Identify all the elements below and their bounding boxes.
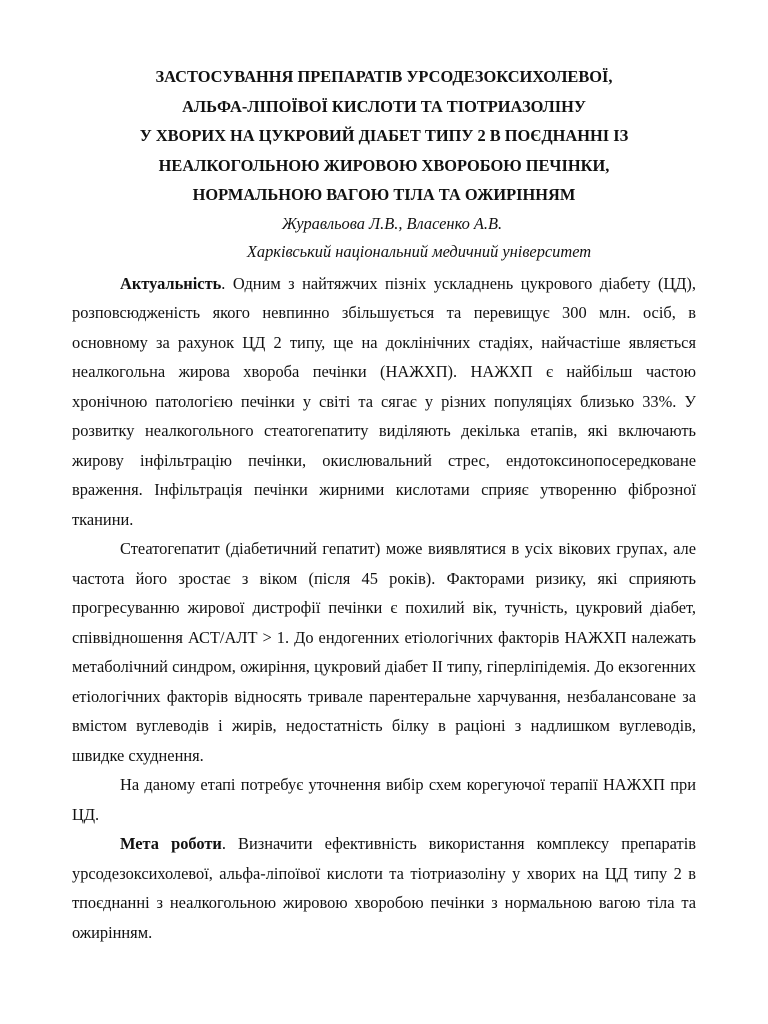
title-line: НЕАЛКОГОЛЬНОЮ ЖИРОВОЮ ХВОРОБОЮ ПЕЧІНКИ,: [158, 155, 610, 175]
paragraph-steatohepatitis: Стеатогепатит (діабетичний гепатит) може виявлятися в усіх вікових групах, але частота його зростає з віком (після 45 років). Факторами ризику, які сприяють прогресуванню жирової дистрофії печінки є похилий вік, тучність, цукровий діабет, співвідношення АСТ/АЛТ > 1. До ендогенних етіологічних факторів НАЖХП належать метаболічний синдром, ожиріння, цукровий діабет ІІ типу, гіперліпідемія. До екзогенних етіологічних факторів відносять тривале парентеральне харчування, незбалансоване за вмістом вуглеводів і жирів, недостатність білку в раціоні з надлишком вуглеводів, швидке схуднення.: [72, 539, 696, 765]
paper-title: [72, 62, 696, 210]
paragraph-text: . Одним з найтяжчих пізніх ускладнень цукрового діабету (ЦД), розповсюдженість якого невпинно збільшується та перевищує 300 млн. осіб, в основному за рахунок ЦД 2 типу, ще на доклінічних стадіях, найчастіше являється неалкогольна жирова хвороба печінки (НАЖХП). НАЖХП є найбільш частою хронічною патологією печінки у світі та сягає у різних популяціях близько 33%. У розвитку неалкогольного стеатогепатиту виділяють декілька етапів, які включають жирову інфільтрацію печінки, окислювальний стрес, ендотоксинопосередковане враження. Інфільтрація печінки жирними кислотами сприяє утворенню фіброзної тканини.: [72, 273, 696, 529]
paragraph-relevance: [72, 269, 696, 535]
section-label-aim: Мета роботи: [120, 834, 222, 853]
authors: Журавльова Л.В., Власенко А.В.: [281, 213, 503, 233]
section-label-relevance: Актуальність: [120, 273, 222, 293]
title-line: У ХВОРИХ НА ЦУКРОВИЙ ДІАБЕТ ТИПУ 2 В ПОЄДНАННІ ІЗ: [139, 126, 629, 145]
title-line: ЗАСТОСУВАННЯ ПРЕПАРАТІВ УРСОДЕЗОКСИХОЛЕВОЇ,: [155, 67, 613, 86]
title-line: НОРМАЛЬНОЮ ВАГОЮ ТІЛА ТА ОЖИРІННЯМ: [192, 185, 576, 204]
affiliation: Харківський національний медичний університет: [246, 241, 592, 261]
title-line: АЛЬФА-ЛІПОЇВОЇ КИСЛОТИ ТА ТІОТРИАЗОЛІНУ: [182, 96, 586, 116]
paragraph-current-stage: На даному етапі потребує уточнення вибір схем корегуючої терапії НАЖХП при ЦД.: [72, 775, 696, 824]
document-page: [72, 62, 696, 947]
paragraph-aim: [72, 829, 696, 947]
paragraph-text: . Визначити ефективність використання комплексу препаратів урсодезоксихолевої, альфа-ліпоївої кислоти та тіотриазоліну у хворих на ЦД типу 2 в тпоєднанні з неалкогольною жировою хворобою печінки з нормальною вагою тіла та ожирінням.: [72, 834, 696, 942]
